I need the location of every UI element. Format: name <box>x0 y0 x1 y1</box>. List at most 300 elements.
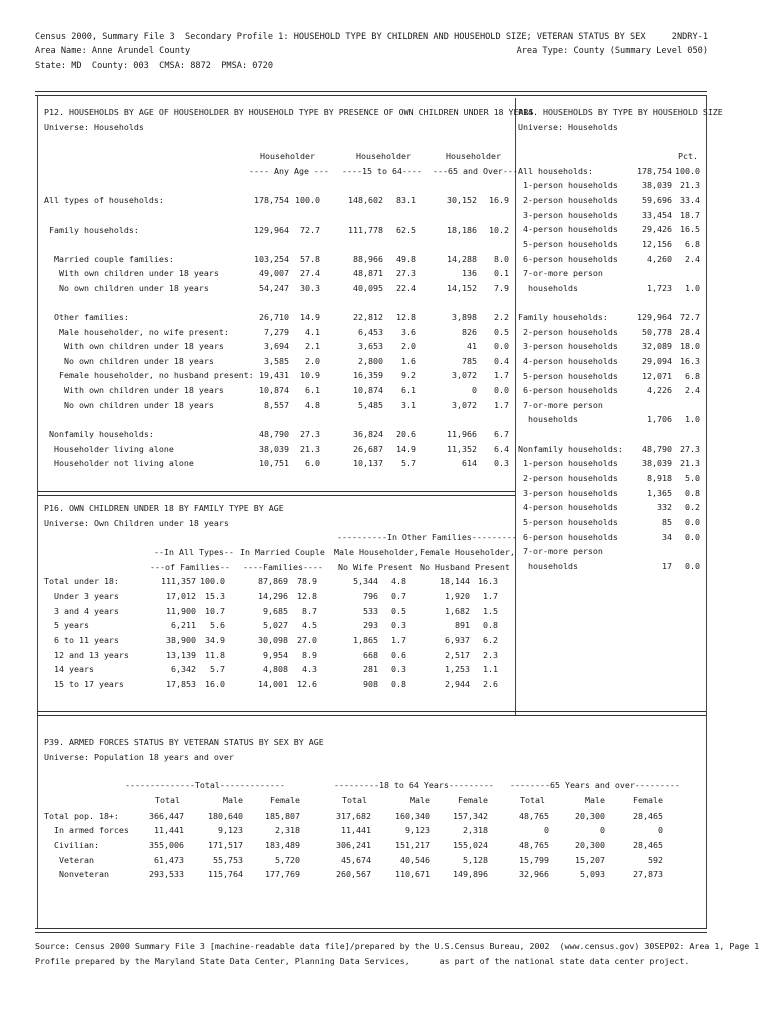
row-value: 6.2 <box>483 635 498 645</box>
row-value: 11,966 <box>447 429 477 439</box>
row-label: 6-person households <box>518 532 618 542</box>
row-label: Other families: <box>44 312 129 322</box>
row-value: 72.7 <box>300 225 320 235</box>
row-value: 115,764 <box>208 869 243 879</box>
row-label: 2-person households <box>518 195 618 205</box>
row-value: 281 <box>363 664 378 674</box>
p39-title: P39. ARMED FORCES STATUS BY VETERAN STATUS BY SEX BY AGE <box>44 737 324 747</box>
row-value: 6,453 <box>358 327 383 337</box>
row-label: 3-person households <box>518 488 618 498</box>
row-value: 178,754 <box>637 166 672 176</box>
p12-universe: Universe: Households <box>44 122 144 132</box>
row-value: 49.8 <box>396 254 416 264</box>
row-value: 3,072 <box>452 370 477 380</box>
row-label: 12 and 13 years <box>44 650 129 660</box>
row-value: 87,869 <box>258 576 288 586</box>
row-value: 8.9 <box>302 650 317 660</box>
row-value: 7.9 <box>494 283 509 293</box>
row-value: 10.7 <box>205 606 225 616</box>
row-label: 3-person households <box>518 210 618 220</box>
row-value: 48,871 <box>353 268 383 278</box>
p39-sub-header: Total <box>342 795 367 805</box>
row-value: 5,128 <box>463 855 488 865</box>
row-value: 38,039 <box>642 458 672 468</box>
row-value: 0.6 <box>391 650 406 660</box>
row-value: 9,954 <box>263 650 288 660</box>
row-label: 15 to 17 years <box>44 679 124 689</box>
row-value: 3,072 <box>452 400 477 410</box>
row-value: 0.3 <box>391 620 406 630</box>
row-value: 5.7 <box>401 458 416 468</box>
row-value: 2,800 <box>358 356 383 366</box>
p16-title: P16. OWN CHILDREN UNDER 18 BY FAMILY TYPE BY AGE <box>44 503 284 513</box>
row-value: 10,874 <box>353 385 383 395</box>
row-value: 12,071 <box>642 371 672 381</box>
row-value: 0.5 <box>494 327 509 337</box>
row-value: 17 <box>662 561 672 571</box>
row-value: 6,211 <box>171 620 196 630</box>
row-label: 4-person households <box>518 224 618 234</box>
row-value: 12.8 <box>297 591 317 601</box>
row-value: 14,001 <box>258 679 288 689</box>
row-value: 17,012 <box>166 591 196 601</box>
row-value: 55,753 <box>213 855 243 865</box>
row-value: 10,751 <box>259 458 289 468</box>
row-value: 16.0 <box>205 679 225 689</box>
row-label: 5-person households <box>518 371 618 381</box>
row-value: 0.3 <box>391 664 406 674</box>
row-label: 4-person households <box>518 502 618 512</box>
row-label: 7-or-more person <box>518 400 603 410</box>
p16-other-families-header: ----------In Other Families--------- <box>337 532 517 542</box>
row-value: 1,253 <box>445 664 470 674</box>
p39-group-header-0: --------------Total------------- <box>125 780 285 790</box>
row-value: 14,152 <box>447 283 477 293</box>
row-value: 4.8 <box>391 576 406 586</box>
row-value: 20,300 <box>575 811 605 821</box>
row-value: 110,671 <box>395 869 430 879</box>
row-value: 10,137 <box>353 458 383 468</box>
row-label: Householder not living alone <box>44 458 194 468</box>
row-value: 2.0 <box>401 341 416 351</box>
p16-header-top-2: Male Householder, <box>334 547 419 557</box>
row-label: 1-person households <box>518 180 618 190</box>
row-value: 0.0 <box>494 341 509 351</box>
row-value: 2,318 <box>275 825 300 835</box>
row-value: 5.7 <box>210 664 225 674</box>
row-value: 4,808 <box>263 664 288 674</box>
row-value: 3,653 <box>358 341 383 351</box>
row-label: With own children under 18 years <box>44 268 219 278</box>
row-value: 155,024 <box>453 840 488 850</box>
row-value: 1.7 <box>483 591 498 601</box>
row-value: 4.3 <box>302 664 317 674</box>
row-value: 1,706 <box>647 414 672 424</box>
row-pct: 1.0 <box>685 283 700 293</box>
header-area-name: Area Name: Anne Arundel County <box>35 46 191 56</box>
row-label: With own children under 18 years <box>44 341 224 351</box>
row-value: 27.3 <box>396 268 416 278</box>
row-value: 1.5 <box>483 606 498 616</box>
row-value: 366,447 <box>149 811 184 821</box>
row-value: 668 <box>363 650 378 660</box>
row-label: 7-or-more person <box>518 268 603 278</box>
row-value: 48,765 <box>519 840 549 850</box>
p12-bottom-border <box>37 491 515 496</box>
row-value: 12.6 <box>297 679 317 689</box>
row-value: 38,039 <box>642 180 672 190</box>
row-value: 18,186 <box>447 225 477 235</box>
header-title: Census 2000, Summary File 3 Secondary Profile 1: HOUSEHOLD TYPE BY CHILDREN AND HOUSEHOLD SIZE; VETERAN STATUS BY SEX <box>35 32 646 42</box>
row-value: 533 <box>363 606 378 616</box>
row-value: 6.1 <box>305 385 320 395</box>
row-value: 5,485 <box>358 400 383 410</box>
row-value: 0.5 <box>391 606 406 616</box>
p39-sub-header: Male <box>585 795 605 805</box>
row-value: 49,007 <box>259 268 289 278</box>
row-value: 21.3 <box>300 444 320 454</box>
p39-sub-header: Total <box>155 795 180 805</box>
row-label: 5 years <box>44 620 89 630</box>
p39-sub-header: Female <box>458 795 488 805</box>
row-value: 0 <box>658 825 663 835</box>
p16-universe: Universe: Own Children under 18 years <box>44 518 229 528</box>
p39-sub-header: Female <box>270 795 300 805</box>
row-value: 48,790 <box>259 429 289 439</box>
row-value: 8.7 <box>302 606 317 616</box>
row-label: 3 and 4 years <box>44 606 119 616</box>
row-value: 6.7 <box>494 429 509 439</box>
row-value: 12,156 <box>642 239 672 249</box>
row-value: 332 <box>657 502 672 512</box>
row-label: 2-person households <box>518 327 618 337</box>
row-value: 5,720 <box>275 855 300 865</box>
row-value: 0.8 <box>391 679 406 689</box>
row-pct: 27.3 <box>680 444 700 454</box>
p12-header-bottom-0: ---- Any Age --- <box>249 166 329 176</box>
row-label: 7-or-more person <box>518 546 603 556</box>
row-value: 20.6 <box>396 429 416 439</box>
row-value: 12.8 <box>396 312 416 322</box>
row-value: 41 <box>467 341 477 351</box>
row-value: 260,567 <box>336 869 371 879</box>
row-value: 20,300 <box>575 840 605 850</box>
row-value: 355,006 <box>149 840 184 850</box>
header-area-type: Area Type: County (Summary Level 050) <box>516 46 708 56</box>
row-value: 32,089 <box>642 341 672 351</box>
row-value: 293 <box>363 620 378 630</box>
row-label: 1-person households <box>518 458 618 468</box>
row-value: 4,226 <box>647 385 672 395</box>
row-value: 592 <box>648 855 663 865</box>
p16-header-top-3: Female Householder, <box>420 547 515 557</box>
row-label: Total under 18: <box>44 576 119 586</box>
row-value: 2,318 <box>463 825 488 835</box>
row-value: 0 <box>472 385 477 395</box>
row-value: 32,966 <box>519 869 549 879</box>
row-value: 17,853 <box>166 679 196 689</box>
row-value: 111,778 <box>348 225 383 235</box>
row-value: 78.9 <box>297 576 317 586</box>
row-value: 50,778 <box>642 327 672 337</box>
row-value: 5,027 <box>263 620 288 630</box>
row-label: 2-person households <box>518 473 618 483</box>
row-value: 826 <box>462 327 477 337</box>
row-label: 5-person households <box>518 239 618 249</box>
row-value: 306,241 <box>336 840 371 850</box>
row-value: 14,296 <box>258 591 288 601</box>
row-value: 0.8 <box>483 620 498 630</box>
row-value: 6.0 <box>305 458 320 468</box>
row-value: 11,441 <box>341 825 371 835</box>
row-value: 3.6 <box>401 327 416 337</box>
row-value: 16.3 <box>478 576 498 586</box>
row-label: 4-person households <box>518 356 618 366</box>
row-label: Male householder, no wife present: <box>44 327 229 337</box>
row-value: 14,288 <box>447 254 477 264</box>
row-value: 0.3 <box>494 458 509 468</box>
row-label: All households: <box>518 166 593 176</box>
row-value: 29,094 <box>642 356 672 366</box>
row-value: 2,517 <box>445 650 470 660</box>
header-report-id: 2NDRY-1 <box>671 32 708 42</box>
row-value: 1.1 <box>483 664 498 674</box>
row-value: 0.1 <box>494 268 509 278</box>
row-pct: 0.0 <box>685 532 700 542</box>
row-value: 0.4 <box>494 356 509 366</box>
row-label: households <box>518 561 578 571</box>
row-value: 2.2 <box>494 312 509 322</box>
row-value: 1,365 <box>647 488 672 498</box>
row-pct: 6.8 <box>685 371 700 381</box>
row-value: 2,944 <box>445 679 470 689</box>
row-value: 8.0 <box>494 254 509 264</box>
row-value: 27,873 <box>633 869 663 879</box>
row-value: 34 <box>662 532 672 542</box>
row-value: 5,344 <box>353 576 378 586</box>
row-value: 171,517 <box>208 840 243 850</box>
row-value: 11,900 <box>166 606 196 616</box>
p16-bottom-border <box>37 711 706 716</box>
row-value: 129,964 <box>254 225 289 235</box>
row-value: 136 <box>462 268 477 278</box>
p16-header-bottom-0: ---of Families-- <box>150 562 230 572</box>
row-pct: 72.7 <box>680 312 700 322</box>
row-value: 18,144 <box>440 576 470 586</box>
row-value: 61,473 <box>154 855 184 865</box>
row-label: Householder living alone <box>44 444 174 454</box>
row-value: 40,095 <box>353 283 383 293</box>
row-value: 10.2 <box>489 225 509 235</box>
row-value: 45,674 <box>341 855 371 865</box>
row-value: 6.4 <box>494 444 509 454</box>
p39-universe: Universe: Population 18 years and over <box>44 752 234 762</box>
row-label: households <box>518 283 578 293</box>
row-value: 8,557 <box>264 400 289 410</box>
row-value: 28,465 <box>633 811 663 821</box>
row-value: 2.3 <box>483 650 498 660</box>
row-value: 7,279 <box>264 327 289 337</box>
row-value: 29,426 <box>642 224 672 234</box>
p39-sub-header: Male <box>223 795 243 805</box>
p39-sub-header: Female <box>633 795 663 805</box>
row-value: 11.8 <box>205 650 225 660</box>
row-value: 129,964 <box>637 312 672 322</box>
row-label: Nonfamily households: <box>44 429 154 439</box>
row-value: 0.0 <box>494 385 509 395</box>
row-value: 30,152 <box>447 195 477 205</box>
row-value: 157,342 <box>453 811 488 821</box>
p14-title: P14. HOUSEHOLDS BY TYPE BY HOUSEHOLD SIZE <box>518 107 723 117</box>
row-pct: 2.4 <box>685 254 700 264</box>
row-value: 27.4 <box>300 268 320 278</box>
row-value: 59,696 <box>642 195 672 205</box>
row-value: 160,340 <box>395 811 430 821</box>
row-value: 2.1 <box>305 341 320 351</box>
row-value: 30.3 <box>300 283 320 293</box>
row-value: 0 <box>600 825 605 835</box>
row-label: Nonfamily households: <box>518 444 623 454</box>
footer-source: Source: Census 2000 Summary File 3 [machine-readable data file]/prepared by the U.S.Census Bureau, 2002 (www.census.gov) 30SEP02: Area 1, Page 1 <box>35 941 760 951</box>
row-value: 1,920 <box>445 591 470 601</box>
row-label: households <box>518 414 578 424</box>
row-value: 6,937 <box>445 635 470 645</box>
row-label: Veteran <box>44 855 94 865</box>
row-pct: 16.3 <box>680 356 700 366</box>
row-label: 14 years <box>44 664 94 674</box>
row-label: Civilian: <box>44 840 99 850</box>
row-pct: 33.4 <box>680 195 700 205</box>
row-value: 3,585 <box>264 356 289 366</box>
footer-prepared-by: Profile prepared by the Maryland State Data Center, Planning Data Services, as part of the national state data center project. <box>35 956 690 966</box>
row-value: 36,824 <box>353 429 383 439</box>
row-value: 8,918 <box>647 473 672 483</box>
frame-bottom-border <box>35 928 707 933</box>
p12-header-top-0: Householder <box>260 151 315 161</box>
row-pct: 16.5 <box>680 224 700 234</box>
row-value: 614 <box>462 458 477 468</box>
row-value: 317,682 <box>336 811 371 821</box>
row-value: 1.7 <box>494 400 509 410</box>
row-value: 151,217 <box>395 840 430 850</box>
row-value: 38,039 <box>259 444 289 454</box>
row-value: 177,769 <box>265 869 300 879</box>
row-value: 16.9 <box>489 195 509 205</box>
row-value: 6,342 <box>171 664 196 674</box>
row-label: 6 to 11 years <box>44 635 119 645</box>
row-pct: 28.4 <box>680 327 700 337</box>
row-label: No own children under 18 years <box>44 400 214 410</box>
row-value: 111,357 <box>161 576 196 586</box>
row-value: 100.0 <box>295 195 320 205</box>
row-value: 48,765 <box>519 811 549 821</box>
row-value: 3.1 <box>401 400 416 410</box>
row-label: Nonveteran <box>44 869 109 879</box>
p12-header-bottom-1: ----15 to 64---- <box>342 166 422 176</box>
row-value: 11,352 <box>447 444 477 454</box>
header-state-codes: State: MD County: 003 CMSA: 8872 PMSA: 0720 <box>35 61 273 71</box>
row-value: 14.9 <box>300 312 320 322</box>
row-value: 2.0 <box>305 356 320 366</box>
row-value: 2.6 <box>483 679 498 689</box>
row-value: 293,533 <box>149 869 184 879</box>
row-value: 5.6 <box>210 620 225 630</box>
row-pct: 2.4 <box>685 385 700 395</box>
row-label: With own children under 18 years <box>44 385 224 395</box>
row-value: 1,865 <box>353 635 378 645</box>
row-value: 15,799 <box>519 855 549 865</box>
row-value: 3,694 <box>264 341 289 351</box>
p16-header-top-1: In Married Couple <box>240 547 325 557</box>
row-value: 54,247 <box>259 283 289 293</box>
row-value: 4.8 <box>305 400 320 410</box>
row-pct: 6.8 <box>685 239 700 249</box>
p16-header-top-0: --In All Types-- <box>154 547 234 557</box>
row-label: Family households: <box>44 225 139 235</box>
row-value: 796 <box>363 591 378 601</box>
row-value: 4.5 <box>302 620 317 630</box>
row-pct: 0.0 <box>685 561 700 571</box>
row-value: 1,723 <box>647 283 672 293</box>
row-value: 5,093 <box>580 869 605 879</box>
row-pct: 5.0 <box>685 473 700 483</box>
row-value: 1,682 <box>445 606 470 616</box>
row-value: 28,465 <box>633 840 663 850</box>
row-value: 1.6 <box>401 356 416 366</box>
row-value: 83.1 <box>396 195 416 205</box>
row-value: 4.1 <box>305 327 320 337</box>
row-value: 11,441 <box>154 825 184 835</box>
row-value: 14.9 <box>396 444 416 454</box>
row-pct: 21.3 <box>680 180 700 190</box>
frame-right-border <box>706 95 707 928</box>
p12-title: P12. HOUSEHOLDS BY AGE OF HOUSEHOLDER BY HOUSEHOLD TYPE BY PRESENCE OF OWN CHILDREN UNDER 18 YEARS <box>44 107 534 117</box>
p14-pct-header: Pct. <box>678 151 698 161</box>
row-value: 34.9 <box>205 635 225 645</box>
row-value: 9,123 <box>218 825 243 835</box>
row-pct: 1.0 <box>685 414 700 424</box>
row-value: 62.5 <box>396 225 416 235</box>
p16-header-bottom-2: No Wife Present <box>338 562 413 572</box>
row-pct: 0.8 <box>685 488 700 498</box>
row-value: 0 <box>544 825 549 835</box>
row-pct: 100.0 <box>675 166 700 176</box>
row-value: 26,687 <box>353 444 383 454</box>
p39-sub-header: Male <box>410 795 430 805</box>
row-value: 26,710 <box>259 312 289 322</box>
row-value: 27.0 <box>297 635 317 645</box>
row-pct: 0.0 <box>685 517 700 527</box>
p39-sub-header: Total <box>520 795 545 805</box>
row-label: In armed forces <box>44 825 129 835</box>
row-label: Under 3 years <box>44 591 119 601</box>
row-value: 30,098 <box>258 635 288 645</box>
row-label: Family households: <box>518 312 608 322</box>
row-pct: 18.0 <box>680 341 700 351</box>
row-value: 16,359 <box>353 370 383 380</box>
p39-group-header-1: ---------18 to 64 Years--------- <box>334 780 494 790</box>
row-value: 22.4 <box>396 283 416 293</box>
row-value: 149,896 <box>453 869 488 879</box>
row-value: 19,431 <box>259 370 289 380</box>
row-label: 6-person households <box>518 385 618 395</box>
row-label: 6-person households <box>518 254 618 264</box>
row-label: 5-person households <box>518 517 618 527</box>
row-label: No own children under 18 years <box>44 356 214 366</box>
row-value: 22,812 <box>353 312 383 322</box>
row-label: All types of households: <box>44 195 164 205</box>
row-label: Total pop. 18+: <box>44 811 119 821</box>
